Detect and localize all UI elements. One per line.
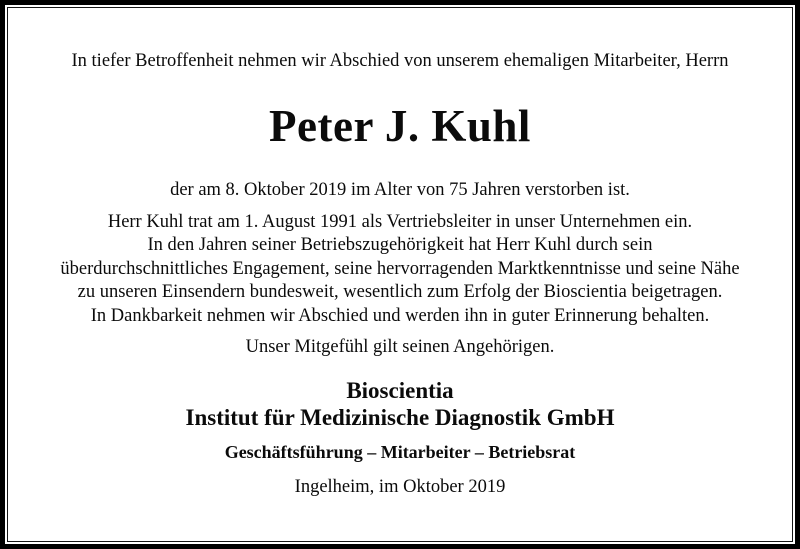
company-name: Bioscientia: [346, 378, 454, 403]
signatories-line: Geschäftsführung – Mitarbeiter – Betriebsrat: [224, 442, 576, 462]
death-date-line: der am 8. Oktober 2019 im Alter von 75 Jahren verstorben ist.: [170, 180, 630, 200]
company-subtitle: Institut für Medizinische Diagnostik GmbH: [185, 404, 615, 430]
tribute-line: zu unseren Einsendern bundesweit, wesentlich zum Erfolg der Bioscientia beigetragen.: [77, 282, 723, 303]
condolence-line: Unser Mitgefühl gilt seinen Angehörigen.: [245, 337, 555, 357]
tribute-line: In den Jahren seiner Betriebszugehörigkeit hat Herr Kuhl durch sein: [147, 235, 653, 256]
company-block: [5, 378, 795, 431]
deceased-name: Peter J. Kuhl: [269, 101, 531, 151]
farewell-line: In Dankbarkeit nehmen wir Abschied und werden ihn in guter Erinnerung behalten.: [90, 306, 710, 326]
place-date-line: Ingelheim, im Oktober 2019: [294, 477, 506, 497]
intro-line: In tiefer Betroffenheit nehmen wir Abschied von unserem ehemaligen Mitarbeiter, Herrn: [71, 51, 729, 71]
tribute-line: Herr Kuhl trat am 1. August 1991 als Vertriebsleiter in unser Unternehmen ein.: [107, 212, 693, 232]
tribute-line: überdurchschnittliches Engagement, seine hervorragenden Marktkenntnisse und seine Nähe: [60, 258, 740, 279]
tribute-paragraph: [5, 211, 795, 305]
